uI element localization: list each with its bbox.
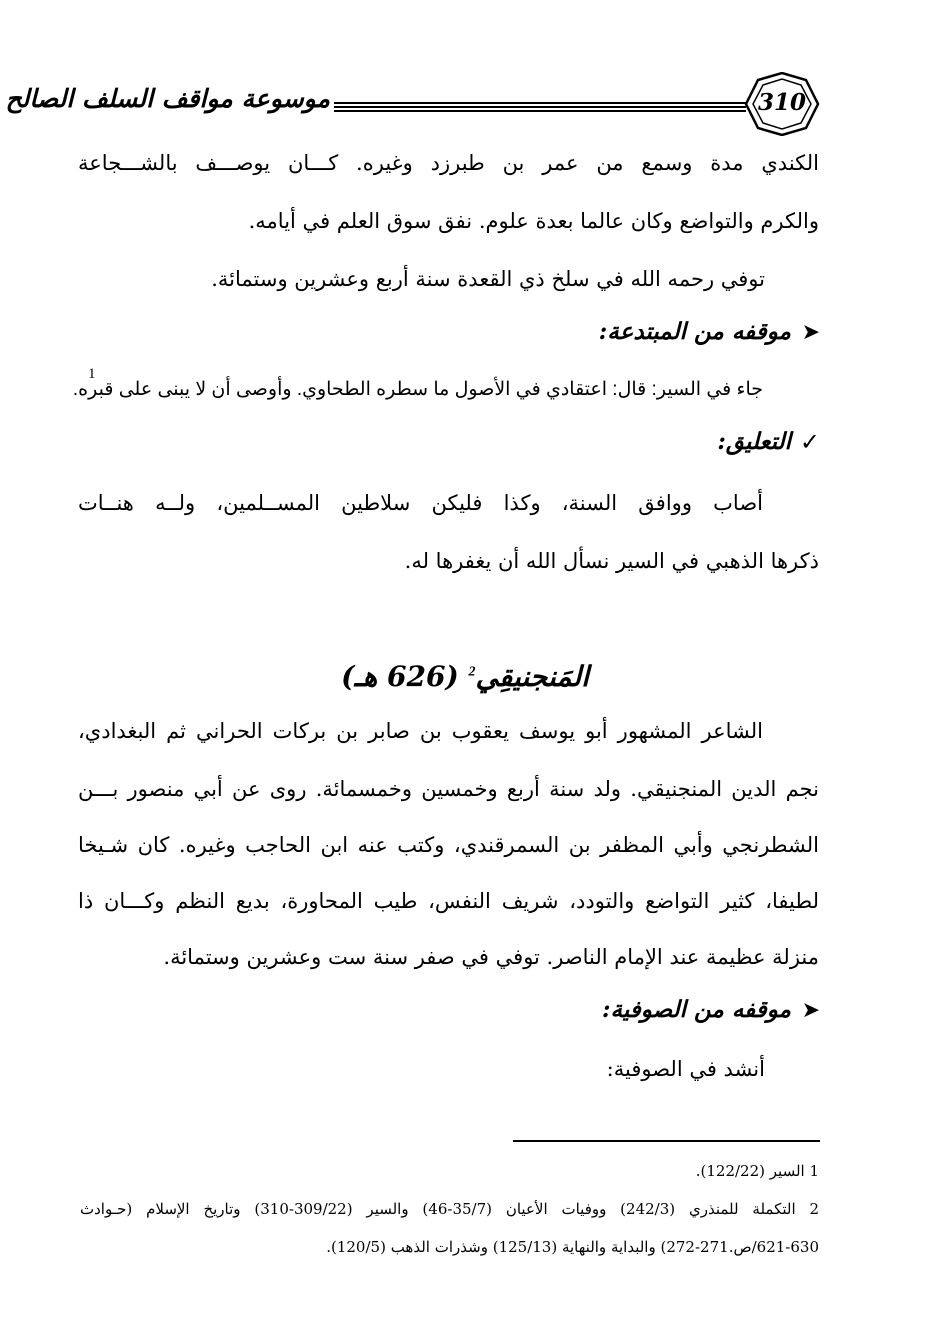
section-heading-innovators: موقفه من المبتدعة: [598, 318, 791, 345]
footnote: 621-630/ص.271-272) والبداية والنهاية (125/13) وشذرات الذهب (120/5). [326, 1238, 819, 1256]
quote-text: جاء في السير: قال: اعتقادي في الأصول ما سطره الطحاوي. وأوصى أن لا يبنى على قبره. [72, 379, 763, 400]
running-title: موسوعة مواقف السلف الصالح [5, 84, 330, 113]
body-line: الشاعر المشهور أبو يوسف يعقوب بن صابر بن بركات الحراني ثم البغدادي، [78, 719, 763, 743]
body-line: أنشد في الصوفية: [606, 1057, 765, 1081]
footnote: 2 التكملة للمنذري (242/3) ووفيات الأعيان (35/7-46) والسير (309/22-310) وتاريخ الإسلام (حـوادث [80, 1200, 820, 1218]
body-line: ذكرها الذهبي في السير نسأل الله أن يغفرها له. [404, 549, 819, 573]
body-line: الكندي مدة وسمع من عمر بن طبرزد وغيره. كـــان يوصـــف بالشـــجاعة [78, 151, 819, 175]
body-line: الشطرنجي وأبي المظفر بن السمرقندي، وكتب عنه ابن الحاجب وغيره. كان شـيخا [78, 833, 819, 857]
body-line: لطيفا، كثير التواضع والتودد، شريف النفس، طيب المحاورة، بديع النظم وكـــان ذا [78, 889, 819, 913]
header-rule [334, 100, 746, 114]
body-line: منزلة عظيمة عند الإمام الناصر. توفي في صفر سنة ست وعشرين وستمائة. [163, 945, 819, 969]
arrowhead-bullet-icon: ➤ [801, 320, 820, 345]
footnote-ref: 1 [88, 366, 96, 382]
body-line: والكرم والتواضع وكان عالما بعدة علوم. نفق سوق العلم في أيامه. [248, 209, 819, 233]
page-number-frame [744, 72, 820, 136]
body-line: أصاب ووافق السنة، وكذا فليكن سلاطين المســلمين، ولــه هنــات [78, 491, 763, 515]
arrowhead-bullet-icon: ➤ [801, 998, 820, 1023]
body-line: نجم الدين المنجنيقي. ولد سنة أربع وخمسين وخمسمائة. روى عن أبي منصور بـــن [78, 777, 819, 801]
section-heading-sufis: موقفه من الصوفية: [602, 996, 791, 1023]
section-title-date: (626 هـ) [341, 660, 459, 693]
page-number: 310 [757, 89, 806, 116]
body-line: توفي رحمه الله في سلخ ذي القعدة سنة أربع وعشرين وستمائة. [211, 267, 765, 291]
footnote-separator [513, 1140, 820, 1142]
section-heading-comment: التعليق: [717, 428, 791, 455]
section-title-name: المَنجنيقِي [475, 660, 589, 693]
footnote-ref: 2 [468, 664, 476, 680]
checkmark-icon: ✓ [799, 428, 820, 456]
section-title [300, 660, 630, 693]
footnote: 1 السير (122/22). [695, 1162, 819, 1180]
